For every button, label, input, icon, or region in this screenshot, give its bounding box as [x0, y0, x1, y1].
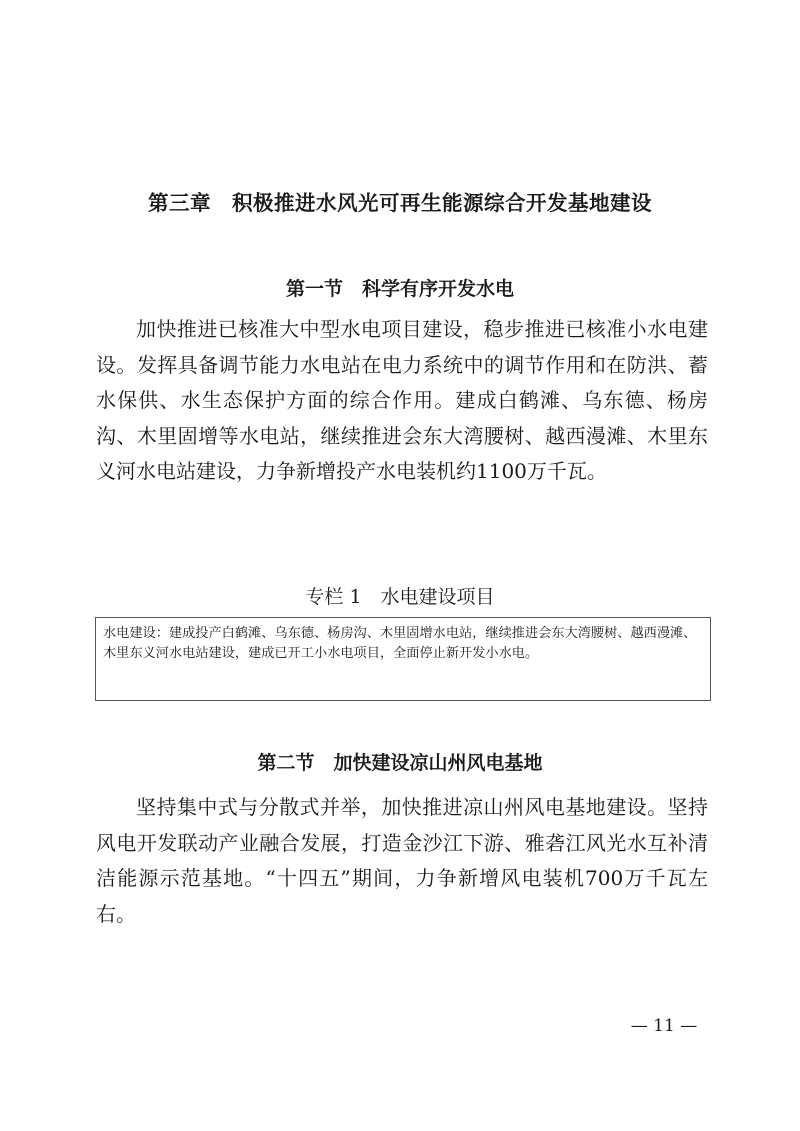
chapter-title: 第三章 积极推进水风光可再生能源综合开发基地建设 [148, 191, 652, 215]
section-1-title: 第一节 科学有序开发水电 [285, 278, 514, 300]
section-1-paragraph: 加快推进已核准大中型水电项目建设，稳步推进已核准小水电建设。发挥具备调节能力水电站在电力系统中的调节作用和在防洪、蓄水保供、水生态保护方面的综合作用。建成白鹤滩、乌东德、杨房沟、木里固增等水电站，继续推进会东大湾腰树、越西漫滩、木里东义河水电站建设，力争新增投产水电装机约1100万千瓦。 [96, 317, 708, 483]
info-box [95, 617, 711, 701]
box-caption: 专栏 1 水电建设项目 [305, 586, 495, 608]
section-2-paragraph: 坚持集中式与分散式并举，加快推进凉山州风电基地建设。坚持风电开发联动产业融合发展，打造金沙江下游、雅砻江风光水互补清洁能源示范基地。“十四五”期间，力争新增风电装机700万千瓦左右。 [96, 795, 708, 926]
info-box-content: 水电建设：建成投产白鹤滩、乌东德、杨房沟、木里固增水电站，继续推进会东大湾腰树、越西漫滩、木里东义河水电站建设，建成已开工小水电项目，全面停止新开发小水电。 [103, 626, 697, 661]
page-number: — 11 — [630, 1016, 698, 1036]
section-2-title: 第二节 加快建设凉山州风电基地 [257, 752, 543, 774]
